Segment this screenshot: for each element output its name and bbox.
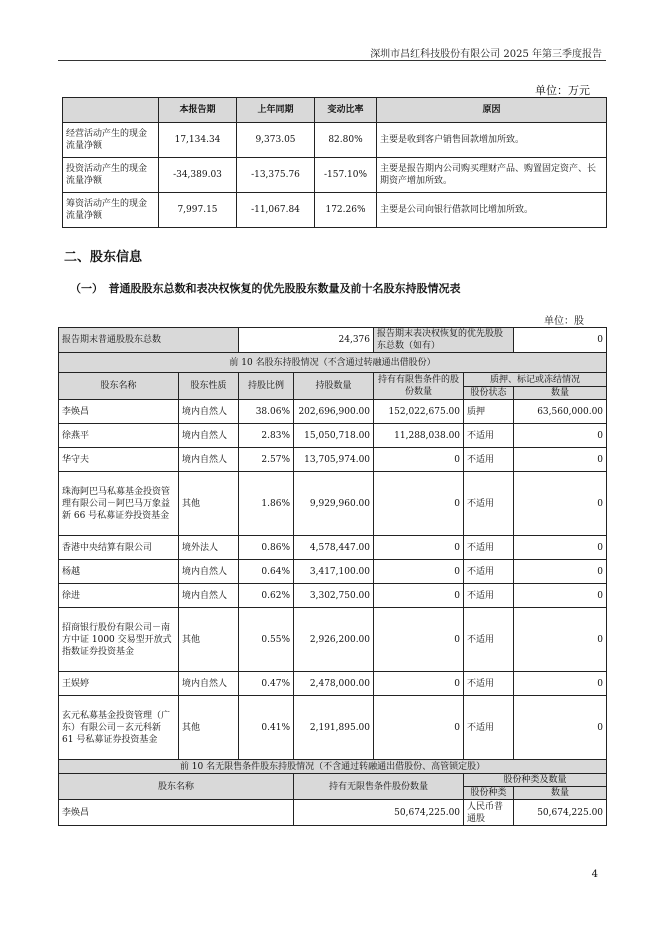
table-row — [59, 800, 607, 826]
pledge-quantity: 0 — [514, 608, 607, 672]
pledge-quantity: 0 — [514, 536, 607, 560]
shareholder-nature: 其他 — [179, 472, 239, 536]
page-header-title: 深圳市昌红科技股份有限公司 2025 年第三季度报告 — [370, 49, 602, 60]
preferred-shareholders-value: 0 — [514, 328, 607, 353]
table-row — [59, 672, 607, 696]
table-row — [59, 696, 607, 760]
pledge-quantity: 0 — [514, 672, 607, 696]
column-header: 本报告期 — [159, 98, 237, 123]
restricted-quantity: 0 — [374, 584, 464, 608]
table-row — [59, 400, 607, 424]
row-label: 投资活动产生的现金流量净额 — [63, 158, 159, 193]
pledge-status: 不适用 — [464, 560, 514, 584]
holding-ratio: 2.57% — [239, 448, 294, 472]
current-period-value: -34,389.03 — [159, 158, 237, 193]
table-row — [63, 158, 607, 193]
column-header: 上年同期 — [237, 98, 315, 123]
page-number: 4 — [591, 869, 598, 880]
shareholder-nature: 境内自然人 — [179, 424, 239, 448]
column-header: 持有有限售条件的股份数量 — [374, 373, 464, 400]
section-title: 二、股东信息 — [64, 250, 143, 265]
shareholder-nature: 境内自然人 — [179, 560, 239, 584]
restricted-quantity: 0 — [374, 448, 464, 472]
table-row — [59, 536, 607, 560]
pledge-status: 不适用 — [464, 448, 514, 472]
column-header: 变动比率 — [315, 98, 377, 123]
current-period-value: 7,997.15 — [159, 193, 237, 228]
holding-quantity: 2,926,200.00 — [294, 608, 374, 672]
holding-quantity: 2,478,000.00 — [294, 672, 374, 696]
shareholder-nature: 境内自然人 — [179, 400, 239, 424]
column-header: 持股比例 — [239, 373, 294, 400]
row-label: 经营活动产生的现金流量净额 — [63, 123, 159, 158]
column-header: 质押、标记或冻结情况 — [464, 373, 607, 387]
unrestricted-title: 前 10 名无限售条件股东持股情况（不含通过转融通出借股份、高管锁定股） — [59, 760, 607, 774]
header-divider — [58, 60, 606, 61]
table-row — [59, 608, 607, 672]
column-header: 持有无限售条件股份数量 — [294, 774, 464, 800]
restricted-quantity: 0 — [374, 696, 464, 760]
shareholder-name: 玄元私募基金投资管理（广东）有限公司－玄元科新 61 号私募证券投资基金 — [59, 696, 179, 760]
cashflow-unit: 单位：万元 — [535, 84, 590, 97]
restricted-quantity: 0 — [374, 536, 464, 560]
table-header-row — [59, 373, 607, 387]
holding-ratio: 0.64% — [239, 560, 294, 584]
pledge-status: 质押 — [464, 400, 514, 424]
reason-text: 主要是公司向银行借款同比增加所致。 — [377, 193, 607, 228]
top10-title-row — [59, 353, 607, 373]
holding-ratio: 0.86% — [239, 536, 294, 560]
shareholder-name: 徐进 — [59, 584, 179, 608]
totals-row — [59, 328, 607, 353]
table-row — [63, 193, 607, 228]
total-shareholders-value: 24,376 — [239, 328, 374, 353]
shareholder-nature: 境外法人 — [179, 536, 239, 560]
subsection-title: （一） 普通股股东总数和表决权恢复的优先股股东数量及前十名股东持股情况表 — [70, 282, 461, 295]
shareholder-table — [58, 327, 607, 826]
pledge-quantity: 63,560,000.00 — [514, 400, 607, 424]
table-row — [63, 123, 607, 158]
unrestricted-quantity: 50,674,225.00 — [294, 800, 464, 826]
shareholder-nature: 其他 — [179, 696, 239, 760]
holding-quantity: 4,578,447.00 — [294, 536, 374, 560]
prior-period-value: -13,375.76 — [237, 158, 315, 193]
pledge-status: 不适用 — [464, 672, 514, 696]
unrestricted-title-row — [59, 760, 607, 774]
holding-ratio: 38.06% — [239, 400, 294, 424]
column-header: 原因 — [377, 98, 607, 123]
shareholder-nature: 其他 — [179, 608, 239, 672]
pledge-quantity: 0 — [514, 472, 607, 536]
shareholder-unit: 单位：股 — [544, 316, 584, 327]
column-header: 股东名称 — [59, 373, 179, 400]
table-row — [59, 584, 607, 608]
reason-text: 主要是报告期内公司购买理财产品、购置固定资产、长期资产增加所致。 — [377, 158, 607, 193]
table-row — [59, 424, 607, 448]
restricted-quantity: 0 — [374, 560, 464, 584]
column-header: 股东性质 — [179, 373, 239, 400]
change-ratio: 172.26% — [315, 193, 377, 228]
restricted-quantity: 0 — [374, 672, 464, 696]
cashflow-change-table — [62, 97, 607, 228]
shareholder-name: 杨越 — [59, 560, 179, 584]
column-header: 股东名称 — [59, 774, 294, 800]
table-header-row — [63, 98, 607, 123]
reason-text: 主要是收到客户销售回款增加所致。 — [377, 123, 607, 158]
holding-ratio: 1.86% — [239, 472, 294, 536]
holding-quantity: 3,417,100.00 — [294, 560, 374, 584]
pledge-status: 不适用 — [464, 584, 514, 608]
pledge-quantity: 0 — [514, 448, 607, 472]
total-shareholders-label: 报告期末普通股股东总数 — [59, 328, 239, 353]
shareholder-name: 王娱婷 — [59, 672, 179, 696]
column-header: 股份种类及数量 — [464, 774, 607, 787]
pledge-quantity: 0 — [514, 584, 607, 608]
preferred-shareholders-label: 报告期末表决权恢复的优先股股东总数（如有） — [374, 328, 514, 353]
restricted-quantity: 0 — [374, 472, 464, 536]
shareholder-nature: 境内自然人 — [179, 448, 239, 472]
shareholder-name: 李焕昌 — [59, 400, 179, 424]
restricted-quantity: 0 — [374, 608, 464, 672]
holding-quantity: 13,705,974.00 — [294, 448, 374, 472]
pledge-quantity: 0 — [514, 424, 607, 448]
holding-quantity: 202,696,900.00 — [294, 400, 374, 424]
holding-quantity: 9,929,960.00 — [294, 472, 374, 536]
holding-quantity: 3,302,750.00 — [294, 584, 374, 608]
holding-ratio: 2.83% — [239, 424, 294, 448]
table-row — [59, 448, 607, 472]
change-ratio: -157.10% — [315, 158, 377, 193]
column-header: 数量 — [514, 387, 607, 400]
shareholder-nature: 境内自然人 — [179, 672, 239, 696]
row-label: 筹资活动产生的现金流量净额 — [63, 193, 159, 228]
holding-quantity: 15,050,718.00 — [294, 424, 374, 448]
column-header: 股份种类 — [464, 787, 514, 800]
holding-quantity: 2,191,895.00 — [294, 696, 374, 760]
shareholder-name: 香港中央结算有限公司 — [59, 536, 179, 560]
pledge-status: 不适用 — [464, 424, 514, 448]
pledge-quantity: 0 — [514, 560, 607, 584]
restricted-quantity: 152,022,675.00 — [374, 400, 464, 424]
holding-ratio: 0.41% — [239, 696, 294, 760]
shareholder-name: 徐燕平 — [59, 424, 179, 448]
table-header-row — [59, 774, 607, 787]
prior-period-value: -11,067.84 — [237, 193, 315, 228]
prior-period-value: 9,373.05 — [237, 123, 315, 158]
top10-title: 前 10 名股东持股情况（不含通过转融通出借股份） — [59, 353, 607, 373]
shareholder-nature: 境内自然人 — [179, 584, 239, 608]
share-type-quantity: 50,674,225.00 — [514, 800, 607, 826]
column-header: 持股数量 — [294, 373, 374, 400]
share-type: 人民币普通股 — [464, 800, 514, 826]
current-period-value: 17,134.34 — [159, 123, 237, 158]
shareholder-name: 招商银行股份有限公司－南方中证 1000 交易型开放式指数证券投资基金 — [59, 608, 179, 672]
change-ratio: 82.80% — [315, 123, 377, 158]
pledge-status: 不适用 — [464, 472, 514, 536]
column-header — [63, 98, 159, 123]
holding-ratio: 0.62% — [239, 584, 294, 608]
column-header: 数量 — [514, 787, 607, 800]
pledge-quantity: 0 — [514, 696, 607, 760]
table-row — [59, 560, 607, 584]
holding-ratio: 0.55% — [239, 608, 294, 672]
shareholder-name: 李焕昌 — [59, 800, 294, 826]
pledge-status: 不适用 — [464, 696, 514, 760]
column-header: 股份状态 — [464, 387, 514, 400]
pledge-status: 不适用 — [464, 608, 514, 672]
shareholder-name: 华守夫 — [59, 448, 179, 472]
shareholder-name: 珠海阿巴马私募基金投资管理有限公司－阿巴马万象益新 66 号私募证券投资基金 — [59, 472, 179, 536]
holding-ratio: 0.47% — [239, 672, 294, 696]
restricted-quantity: 11,288,038.00 — [374, 424, 464, 448]
pledge-status: 不适用 — [464, 536, 514, 560]
table-row — [59, 472, 607, 536]
